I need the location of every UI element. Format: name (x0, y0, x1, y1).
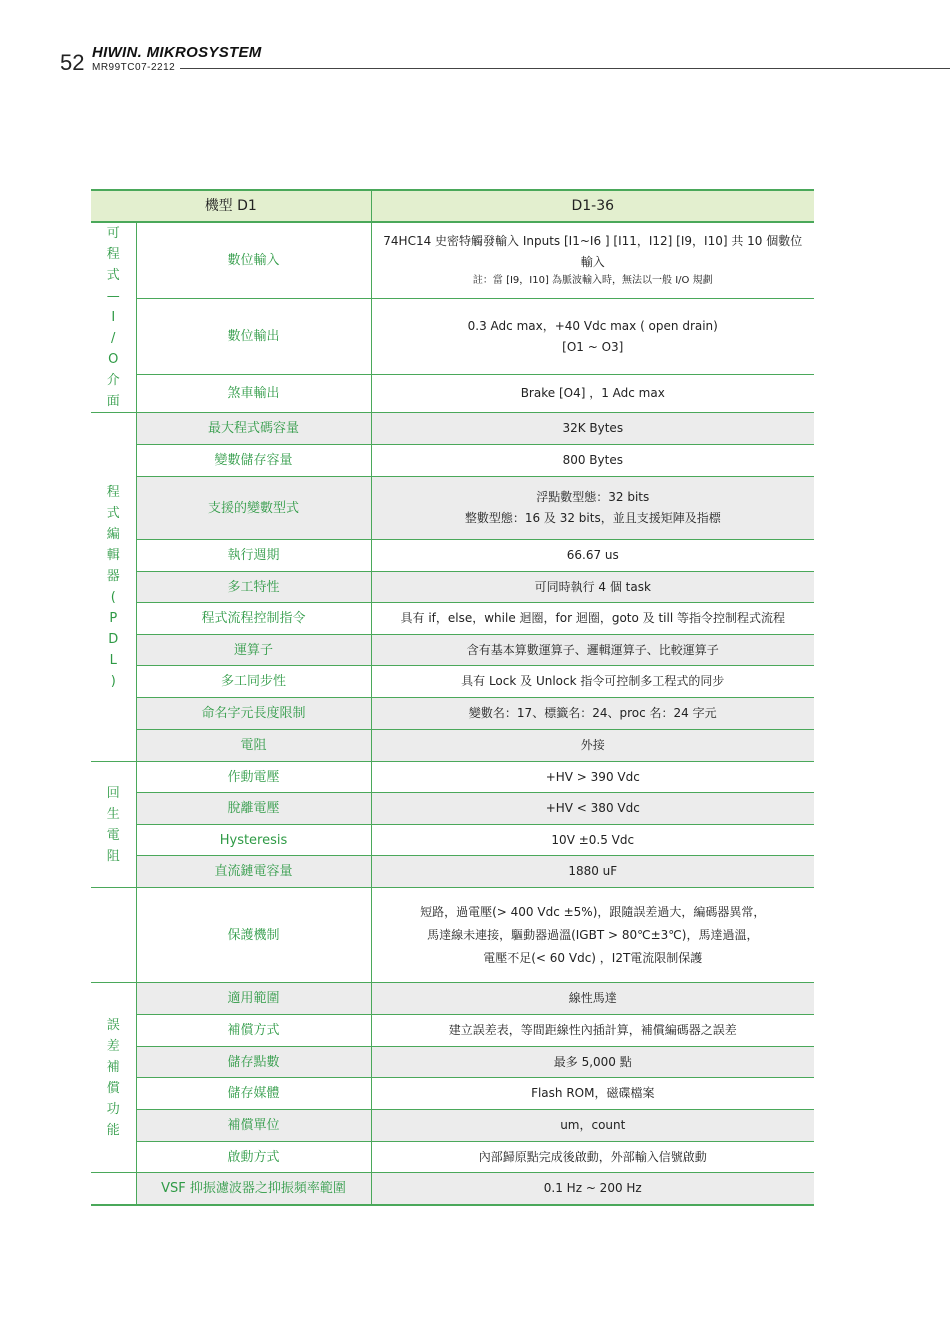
row-value: 含有基本算數運算子、邏輯運算子、比較運算子 (371, 635, 814, 666)
header-model: 機型 D1 (91, 190, 371, 222)
table-row (91, 983, 814, 1015)
group-compensation: 誤 差 補 償 功 能 (91, 983, 136, 1173)
table-header-row (91, 190, 814, 222)
spec-table (91, 189, 814, 1206)
row-label: 數位輸入 (136, 222, 371, 298)
row-label: 最大程式碼容量 (136, 413, 371, 445)
row-value: 外接 (371, 730, 814, 762)
row-label: 煞車輸出 (136, 375, 371, 413)
row-value-2: [O1 ~ O3] (562, 339, 624, 354)
page-number: 52 (60, 50, 85, 75)
table-row (91, 445, 814, 477)
row-value: 0.1 Hz ~ 200 Hz (371, 1173, 814, 1205)
row-label: 多工同步性 (136, 666, 371, 698)
row-label: 補償方式 (136, 1015, 371, 1047)
row-label: 儲存媒體 (136, 1078, 371, 1110)
table-row (91, 413, 814, 445)
row-label: 多工特性 (136, 572, 371, 603)
row-value: 66.67 us (371, 540, 814, 572)
row-value: +HV > 390 Vdc (371, 762, 814, 793)
row-label: VSF 抑振濾波器之抑振頻率範圍 (136, 1173, 371, 1205)
group-protection-empty (91, 888, 136, 983)
row-label: 運算子 (136, 635, 371, 666)
row-label: 直流鏈電容量 (136, 856, 371, 888)
table-row (91, 1015, 814, 1047)
header-model-value: D1-36 (371, 190, 814, 222)
table-row (91, 1110, 814, 1142)
row-label: 命名字元長度限制 (136, 698, 371, 730)
row-label: 程式流程控制指令 (136, 603, 371, 635)
table-row (91, 730, 814, 762)
row-label: 電阻 (136, 730, 371, 762)
table-row (91, 856, 814, 888)
row-value: 線性馬達 (371, 983, 814, 1015)
row-value: 建立誤差表，等間距線性內插計算，補償編碼器之誤差 (371, 1015, 814, 1047)
table-row (91, 1047, 814, 1078)
row-label: 數位輸出 (136, 298, 371, 374)
table-row (91, 477, 814, 540)
brand-logo: HIWIN. MIKROSYSTEM (92, 44, 262, 61)
table-row (91, 793, 814, 825)
table-row (91, 825, 814, 856)
row-value-3: 電壓不足(< 60 Vdc) ，I2T電流限制保護 (483, 950, 703, 965)
row-value: 800 Bytes (371, 445, 814, 477)
row-value: 1880 uF (371, 856, 814, 888)
row-value: 74HC14 史密特觸發輸入 Inputs [I1~I6 ] [I11，I12] [I9，I10] 共 10 個數位輸入 (383, 234, 803, 270)
row-value: 最多 5,000 點 (371, 1047, 814, 1078)
table-row (91, 1078, 814, 1110)
row-value: um，count (371, 1110, 814, 1142)
group-io: 可 程 式 — I / O 介 面 (91, 222, 136, 413)
row-label: Hysteresis (136, 825, 371, 856)
table-row (91, 540, 814, 572)
group-vsf-empty (91, 1173, 136, 1205)
table-row (91, 888, 814, 983)
row-value-2: 整數型態：16 及 32 bits，並且支援矩陣及指標 (464, 511, 721, 525)
row-value: 短路，過電壓(> 400 Vdc ±5%)，跟隨誤差過大，編碼器異常， (420, 904, 766, 919)
table-row (91, 572, 814, 603)
row-value: 0.3 Adc max，+40 Vdc max ( open drain) (467, 318, 718, 333)
row-label: 作動電壓 (136, 762, 371, 793)
table-row (91, 375, 814, 413)
row-label: 啟動方式 (136, 1142, 371, 1173)
row-value: 變數名：17、標籤名：24、proc 名：24 字元 (371, 698, 814, 730)
row-label: 補償單位 (136, 1110, 371, 1142)
row-value: Brake [O4] ，1 Adc max (371, 375, 814, 413)
row-value: 浮點數型態：32 bits (536, 490, 650, 504)
row-note: 註：當 [I9，I10] 為脈波輸入時，無法以一般 I/O 規劃 (472, 275, 713, 287)
table-row (91, 1142, 814, 1173)
row-value: 內部歸原點完成後啟動，外部輸入信號啟動 (371, 1142, 814, 1173)
row-label: 變數儲存容量 (136, 445, 371, 477)
row-label: 支援的變數型式 (136, 477, 371, 540)
table-row (91, 762, 814, 793)
table-row (91, 222, 814, 298)
table-row (91, 298, 814, 374)
row-label: 適用範圍 (136, 983, 371, 1015)
document-number: MR99TC07-2212 (92, 62, 176, 73)
row-label: 儲存點數 (136, 1047, 371, 1078)
group-regen: 回 生 電 阻 (91, 762, 136, 888)
row-value: 具有 if，else，while 迴圈，for 迴圈，goto 及 till 等指令控制程式流程 (371, 603, 814, 635)
table-row (91, 1173, 814, 1205)
row-label: 脫離電壓 (136, 793, 371, 825)
table-row (91, 635, 814, 666)
table-row (91, 698, 814, 730)
table-row (91, 603, 814, 635)
row-value-2: 馬達線未連接，驅動器過溫(IGBT > 80℃±3℃)，馬達過溫， (427, 927, 759, 942)
row-value: 具有 Lock 及 Unlock 指令可控制多工程式的同步 (371, 666, 814, 698)
row-label: 執行週期 (136, 540, 371, 572)
header-rule (180, 68, 950, 69)
group-pdl: 程 式 編 輯 器 ( P D L ) (91, 413, 136, 762)
row-label: 保護機制 (136, 888, 371, 983)
row-value: Flash ROM，磁碟檔案 (371, 1078, 814, 1110)
row-value: 32K Bytes (371, 413, 814, 445)
table-row (91, 666, 814, 698)
row-value: 可同時執行 4 個 task (371, 572, 814, 603)
row-value: +HV < 380 Vdc (371, 793, 814, 825)
row-value: 10V ±0.5 Vdc (371, 825, 814, 856)
page-header (0, 0, 950, 90)
